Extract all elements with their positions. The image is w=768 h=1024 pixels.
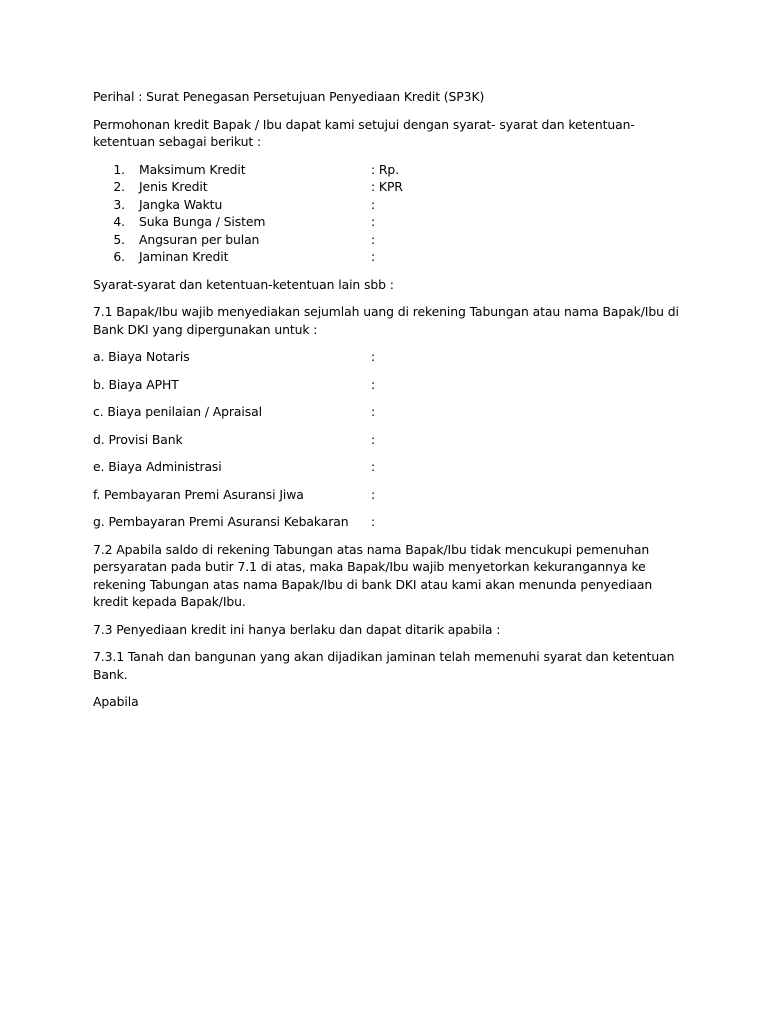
fee-value: :: [371, 431, 376, 447]
other-terms-heading: Syarat-syarat dan ketentuan-ketentuan lain sbb :: [93, 276, 394, 292]
closing-text: Apabila: [93, 694, 139, 709]
fee-label: g. Pembayaran Premi Asuransi Kebakaran: [93, 514, 349, 529]
clause-7-3-1: 7.3.1 Tanah dan bangunan yang akan dijadikan jaminan telah memenuhi syarat dan ketentuan Bank.: [93, 649, 675, 682]
list-item-number: 6.: [113, 249, 125, 264]
fee-item: [93, 486, 683, 504]
intro-paragraph: Permohonan kredit Bapak / Ibu dapat kami setujui dengan syarat- syarat dan ketentuan-ketentuan sebagai berikut :: [93, 116, 635, 149]
list-item-value: : KPR: [371, 179, 403, 194]
list-item-label: Jangka Waktu: [139, 196, 223, 212]
fee-label: a. Biaya Notaris: [93, 349, 190, 364]
fee-item: [93, 348, 683, 366]
list-item-label: Maksimum Kredit: [139, 161, 246, 177]
list-item: [93, 213, 683, 231]
clause-7-2: 7.2 Apabila saldo di rekening Tabungan atas nama Bapak/Ibu tidak mencukupi pemenuhan persyaratan pada butir 7.1 di atas, maka Bapak/Ibu wajib menyetorkan kekurangannya ke rekening Tabungan atas nama Bapak/Ibu di bank DKI atau kami akan menunda penyediaan kredit kepada Bapak/Ibu.: [93, 541, 653, 609]
fee-value: :: [371, 376, 376, 392]
fee-value: :: [371, 404, 376, 419]
fee-label: f. Pembayaran Premi Asuransi Jiwa: [93, 486, 304, 502]
fee-item: [93, 403, 683, 421]
fee-value: :: [371, 514, 376, 529]
list-item-label: Angsuran per bulan: [139, 231, 260, 247]
list-item-number: 2.: [113, 179, 125, 194]
fee-item: [93, 376, 683, 394]
fee-value: :: [371, 349, 376, 364]
fee-item: [93, 513, 683, 531]
list-item-label: Suka Bunga / Sistem: [139, 214, 266, 229]
document-page: [93, 88, 683, 721]
list-item: [93, 248, 683, 266]
list-item-value: :: [371, 196, 376, 212]
clause-7-1: 7.1 Bapak/Ibu wajib menyediakan sejumlah uang di rekening Tabungan atau nama Bapak/Ibu di Bank DKI yang dipergunakan untuk :: [93, 304, 679, 337]
list-item-number: 5.: [113, 231, 125, 247]
list-item: [93, 196, 683, 214]
fee-value: :: [371, 459, 376, 474]
list-item-number: 4.: [113, 214, 125, 229]
fee-label: b. Biaya APHT: [93, 376, 179, 392]
list-item-value: :: [371, 249, 376, 264]
list-item-number: 3.: [113, 196, 125, 212]
clause-7-3: 7.3 Penyediaan kredit ini hanya berlaku dan dapat ditarik apabila :: [93, 621, 501, 637]
list-item-label: Jenis Kredit: [139, 179, 208, 194]
fee-label: e. Biaya Administrasi: [93, 459, 222, 474]
fee-label: d. Provisi Bank: [93, 431, 183, 447]
list-item: [93, 178, 683, 196]
fee-item: [93, 458, 683, 476]
fee-label: c. Biaya penilaian / Apraisal: [93, 404, 262, 419]
credit-terms-list: [93, 161, 683, 266]
list-item-number: 1.: [113, 161, 125, 177]
list-item-value: :: [371, 214, 376, 229]
list-item: [93, 161, 683, 179]
fee-item: [93, 431, 683, 449]
list-item-label: Jaminan Kredit: [139, 249, 229, 264]
subject-line: Perihal : Surat Penegasan Persetujuan Penyediaan Kredit (SP3K): [93, 89, 485, 104]
list-item: [93, 231, 683, 249]
list-item-value: : Rp.: [371, 161, 400, 177]
fee-value: :: [371, 486, 376, 502]
list-item-value: :: [371, 231, 376, 247]
